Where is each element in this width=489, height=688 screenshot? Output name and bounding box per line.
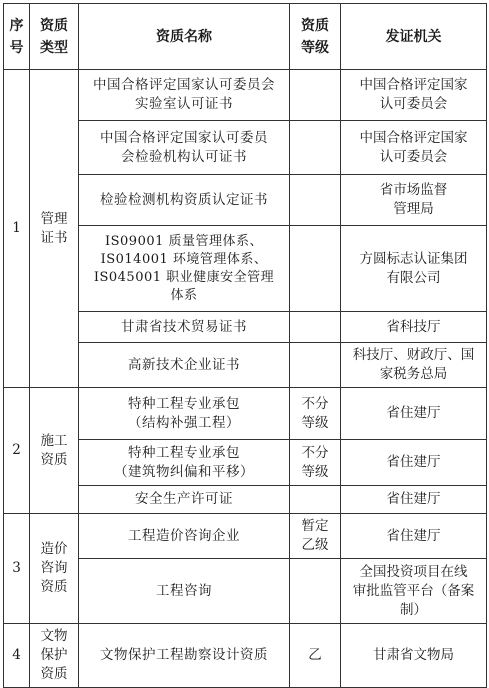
- header-qualification-name: 资质名称: [79, 4, 290, 70]
- issuing-authority: 省科技厅: [341, 312, 487, 343]
- group-type: 文物 保护 资质: [30, 624, 79, 688]
- group-number: 3: [4, 514, 30, 624]
- group-type: 管理 证书: [30, 70, 79, 388]
- qualification-name: 甘肃省技术贸易证书: [79, 312, 290, 343]
- qualification-level: [290, 486, 341, 514]
- qualification-level: 不分 等级: [290, 440, 341, 486]
- issuing-authority: 省住建厅: [341, 514, 487, 559]
- qualification-level: 不分 等级: [290, 388, 341, 440]
- qualification-name: 特种工程专业承包 （结构补强工程）: [79, 388, 290, 440]
- header-serial-number: 序 号: [4, 4, 30, 70]
- group-type: 造价 咨询 资质: [30, 514, 79, 624]
- table-row: [4, 624, 487, 688]
- group-number: 1: [4, 70, 30, 388]
- qualification-level: 乙: [290, 624, 341, 688]
- issuing-authority: 科技厅、财政厅、国 家税务总局: [341, 343, 487, 388]
- header-qualification-type: 资质 类型: [30, 4, 79, 70]
- issuing-authority: 省市场监督 管理局: [341, 175, 487, 226]
- qualification-level: [290, 121, 341, 175]
- qualification-level: [290, 70, 341, 121]
- issuing-authority: 省住建厅: [341, 388, 487, 440]
- header-qualification-level: 资质 等级: [290, 4, 341, 70]
- group-number: 2: [4, 388, 30, 514]
- issuing-authority: 中国合格评定国家 认可委员会: [341, 121, 487, 175]
- table-row: [4, 70, 487, 121]
- qualification-level: [290, 226, 341, 312]
- qualification-name: 特种工程专业承包 （建筑物纠偏和平移）: [79, 440, 290, 486]
- qualification-name: 检验检测机构资质认定证书: [79, 175, 290, 226]
- group-type: 施工 资质: [30, 388, 79, 514]
- header-issuing-authority: 发证机关: [341, 4, 487, 70]
- qualification-name: IS09001 质量管理体系、 IS014001 环境管理体系、 IS045001 职业健康安全管理 体系: [79, 226, 290, 312]
- qualification-name: 高新技术企业证书: [79, 343, 290, 388]
- qualification-level: [290, 175, 341, 226]
- issuing-authority: 甘肃省文物局: [341, 624, 487, 688]
- issuing-authority: 省住建厅: [341, 486, 487, 514]
- qualification-level: 暂定 乙级: [290, 514, 341, 559]
- header-row: [4, 4, 487, 70]
- qualification-name: 中国合格评定国家认可委员会 实验室认可证书: [79, 70, 290, 121]
- qualification-level: [290, 312, 341, 343]
- qualification-level: [290, 559, 341, 624]
- qualification-name: 文物保护工程勘察设计资质: [79, 624, 290, 688]
- qualification-name: 中国合格评定国家认可委员 会检验机构认可证书: [79, 121, 290, 175]
- issuing-authority: 中国合格评定国家 认可委员会: [341, 70, 487, 121]
- issuing-authority: 方圆标志认证集团 有限公司: [341, 226, 487, 312]
- group-number: 4: [4, 624, 30, 688]
- qualification-table: [3, 3, 487, 688]
- table-row: [4, 388, 487, 440]
- qualification-name: 工程咨询: [79, 559, 290, 624]
- issuing-authority: 全国投资项目在线 审批监管平台（备案 制）: [341, 559, 487, 624]
- issuing-authority: 省住建厅: [341, 440, 487, 486]
- table-row: [4, 514, 487, 559]
- qualification-name: 工程造价咨询企业: [79, 514, 290, 559]
- qualification-name: 安全生产许可证: [79, 486, 290, 514]
- qualification-level: [290, 343, 341, 388]
